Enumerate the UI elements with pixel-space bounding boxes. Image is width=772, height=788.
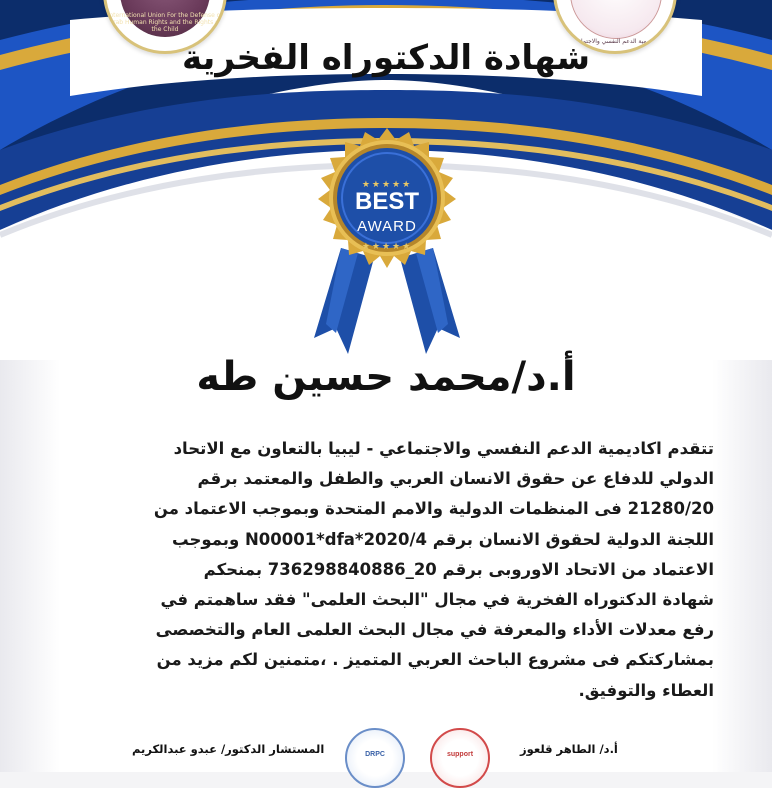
- body-line: اللجنة الدولية لحقوق الانسان برقم N00001*dfa*2020/4 وبموجب: [172, 529, 714, 549]
- body-line: تتقدم اكاديمية الدعم النفسي والاجتماعي - ليبيا بالتعاون مع الاتحاد: [173, 439, 714, 458]
- union-logo-text: International Union For the Defense of Arab Human Rights and the Rights of the Child: [107, 12, 223, 33]
- signature-advisor: المستشار الدكتور/ عبدو عبدالكريم: [132, 742, 325, 756]
- body-line: الاعتماد من الاتحاد الاوروبى برقم 20_736298840886 بمنحكم: [203, 559, 714, 579]
- drpc-stamp: [345, 728, 405, 788]
- badge-best-label: BEST: [354, 188, 419, 215]
- support-stamp-label: support: [446, 751, 474, 758]
- badge-stars-bottom: ★★★★★: [361, 241, 413, 251]
- recipient-name: أ.د/محمد حسين طه: [196, 354, 576, 400]
- certificate-title: شهادة الدكتوراه الفخرية: [181, 38, 591, 78]
- drpc-stamp-label: DRPC: [365, 751, 385, 758]
- body-line: بمشاركتكم فى مشروع الباحث العربي المتميز . ،متمنين لكم مزيد من: [156, 650, 714, 670]
- body-line: رفع معدلات الأداء والمعرفة في مجال البحث العلمى العام والتخصصى: [155, 620, 714, 640]
- badge-award-label: AWARD: [357, 218, 417, 235]
- academy-logo-text: أكاديمية الدعم النفسي والاجتماعي: [572, 38, 658, 45]
- academy-emblem-icon: [570, 0, 662, 39]
- body-line: 21280/20 فى المنظمات الدولية والامم المتحدة وبموجب الاعتماد من: [153, 499, 714, 519]
- body-line: الدولي للدفاع عن حقوق الانسان العربي والطفل والمعتمد برقم: [197, 469, 714, 489]
- support-stamp: [430, 728, 490, 788]
- body-line: شهادة الدكتوراه الفخرية في مجال "البحث العلمى" فقد ساهمتم في: [160, 590, 714, 610]
- body-line: العطاء والتوفيق.: [578, 680, 714, 700]
- certificate-body: [108, 434, 714, 706]
- signature-professor: أ.د/ الطاهر قلعوز: [520, 742, 618, 756]
- badge-stars-top: ★★★★★: [361, 179, 413, 189]
